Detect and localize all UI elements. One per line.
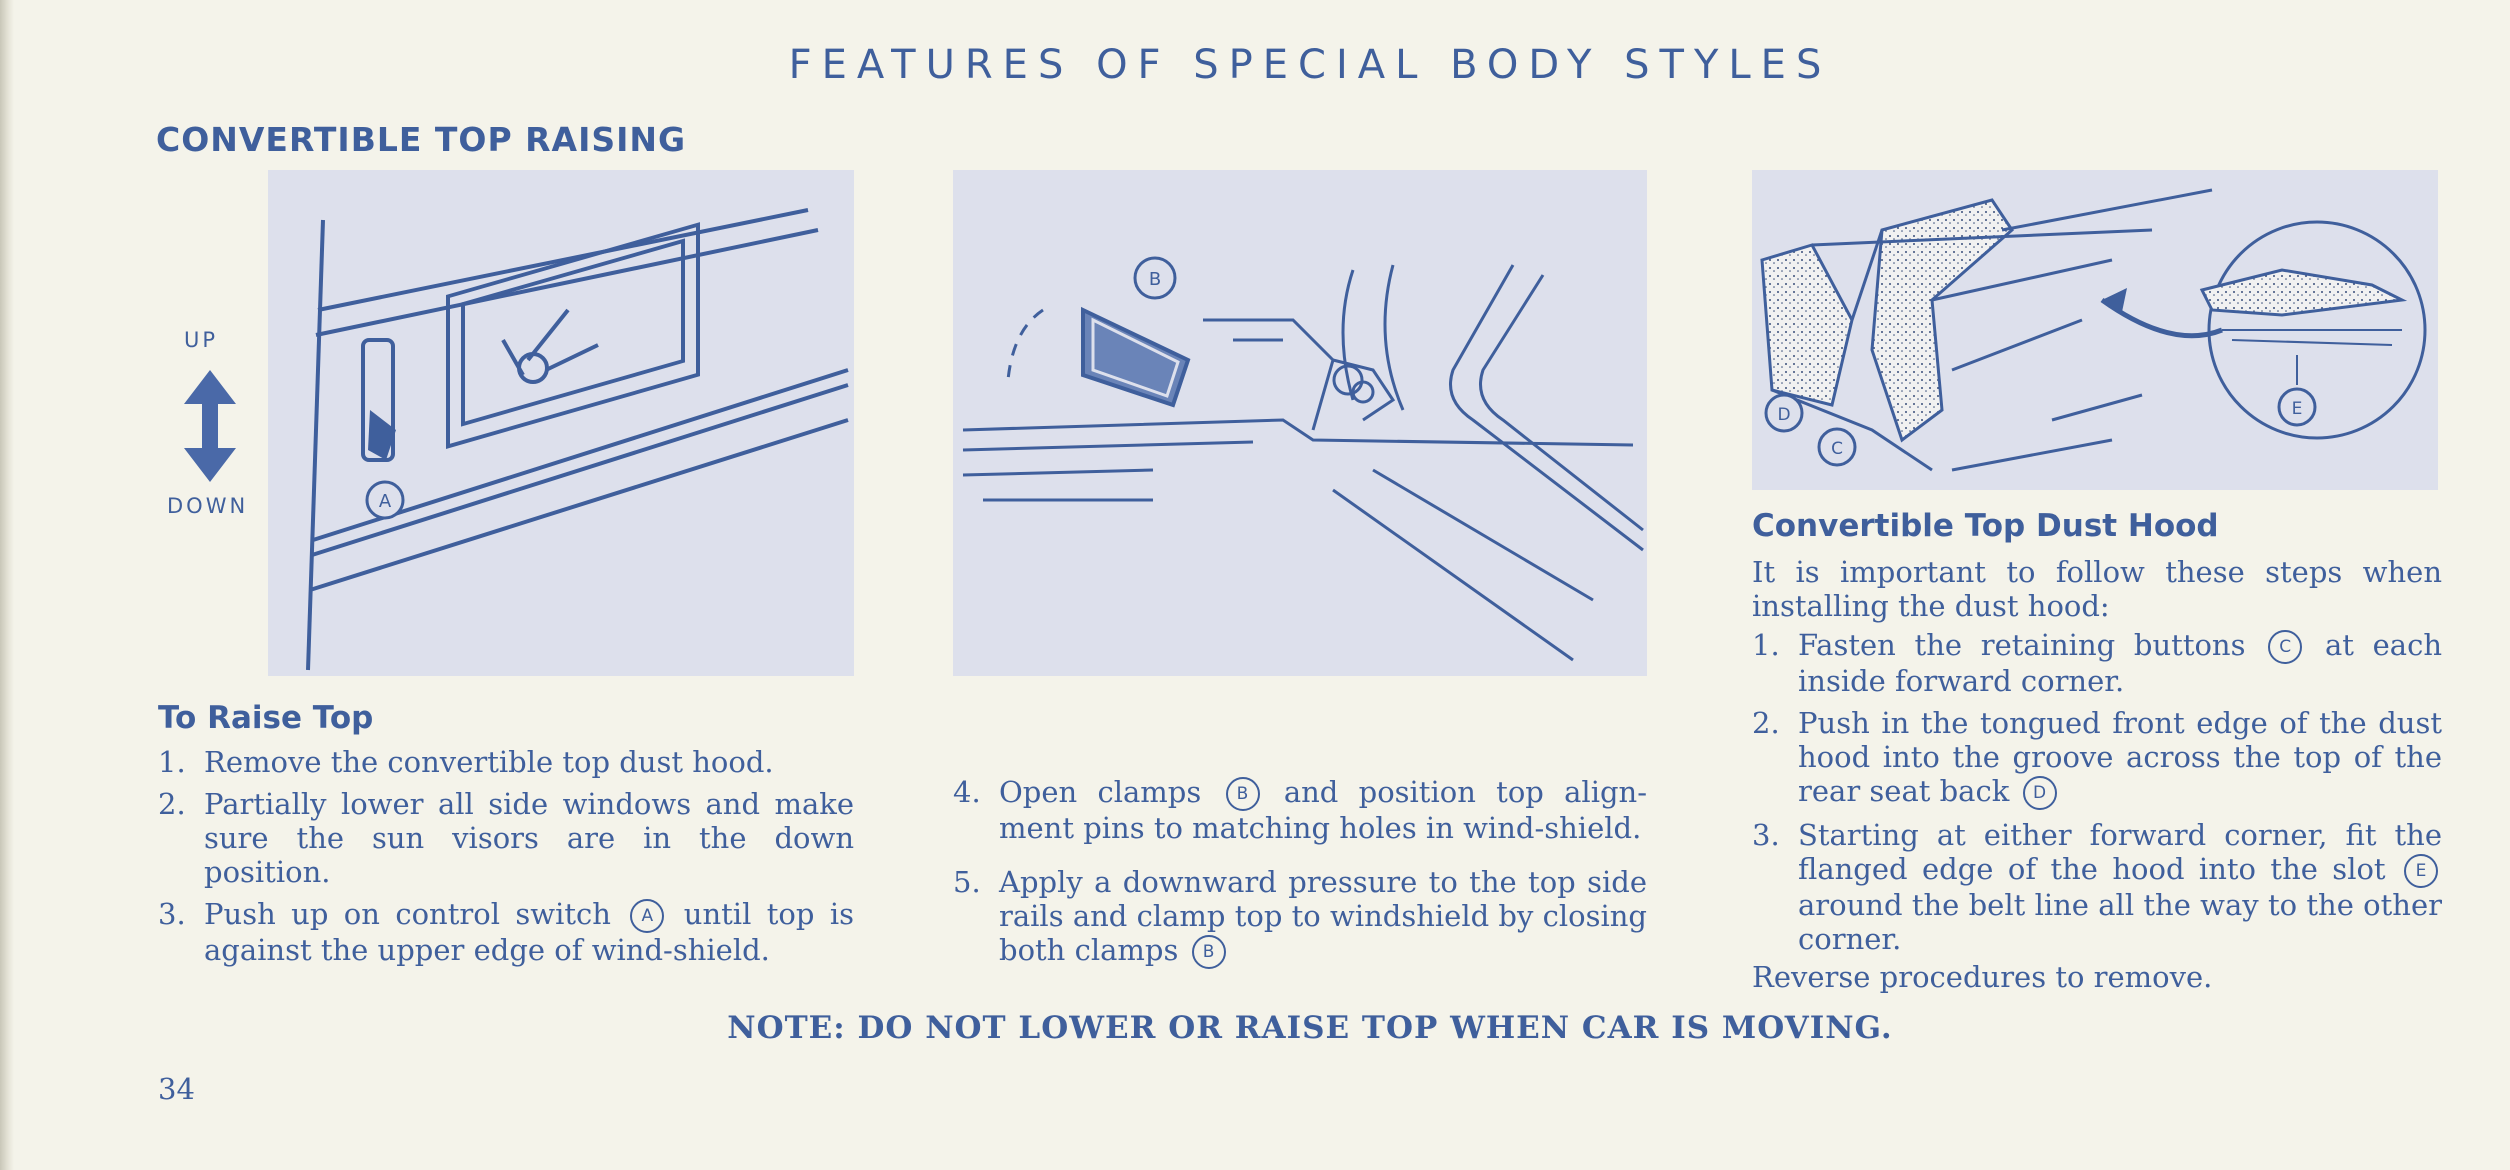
control-switch-illustration: [268, 170, 854, 676]
callout-ref-a: A: [630, 899, 664, 933]
raise-top-heading: To Raise Top: [158, 700, 374, 736]
up-label: UP: [184, 328, 219, 352]
callout-ref-c: C: [2268, 630, 2302, 664]
up-down-arrow-icon: [180, 370, 240, 482]
step-text: Open clamps: [999, 775, 1202, 809]
control-switch-drawing: [268, 170, 854, 676]
step-text: and position top align-ment pins to matching holes in wind-shield.: [999, 775, 1648, 845]
down-label: DOWN: [167, 494, 249, 518]
callout-a: A: [378, 491, 392, 512]
page-title: FEATURES OF SPECIAL BODY STYLES: [788, 42, 1832, 88]
step-text: Push in the tongued front edge of the dust hood into the groove across the top of the rear seat back: [1798, 706, 2442, 808]
dust-hood-heading: Convertible Top Dust Hood: [1752, 508, 2219, 544]
step-number: 2.: [158, 787, 186, 821]
list-item: [158, 787, 854, 889]
section-title: CONVERTIBLE TOP RAISING: [156, 120, 687, 159]
dust-hood-intro: It is important to follow these steps when installing the dust hood:: [1752, 555, 2442, 623]
step-text: Push up on control switch: [204, 897, 611, 931]
step-text: Remove the convertible top dust hood.: [204, 745, 774, 779]
list-item: [953, 865, 1647, 969]
callout-ref-d: D: [2023, 776, 2057, 810]
callout-c: C: [1831, 439, 1843, 459]
step-number: 1.: [158, 745, 186, 779]
list-item: [953, 775, 1647, 845]
step-number: 4.: [953, 775, 981, 809]
step-text: Apply a downward pressure to the top side rails and clamp top to windshield by closing both clamps: [999, 865, 1647, 967]
dust-hood-drawing: [1752, 170, 2438, 490]
dust-hood-illustration: [1752, 170, 2438, 490]
page-spine-shadow: [0, 0, 14, 1170]
step-text: until top is against the upper edge of wind-shield.: [204, 897, 855, 967]
windshield-clamp-drawing: [953, 170, 1647, 676]
step-text: Partially lower all side windows and make sure the sun visors are in the down position.: [204, 787, 854, 889]
step-number: 3.: [1752, 818, 1780, 852]
windshield-clamp-illustration: [953, 170, 1647, 676]
list-item: [1752, 818, 2442, 956]
reverse-procedure-note: Reverse procedures to remove.: [1752, 960, 2213, 994]
callout-e: E: [2291, 399, 2303, 419]
raise-top-steps: [158, 745, 854, 975]
callout-ref-e: E: [2404, 854, 2438, 888]
callout-b: B: [1148, 269, 1162, 290]
callout-ref-b: B: [1226, 777, 1260, 811]
step-number: 3.: [158, 897, 186, 931]
page-number: 34: [158, 1072, 195, 1106]
callout-d: D: [1777, 405, 1791, 425]
callout-ref-b: B: [1192, 935, 1226, 969]
windshield-steps: [953, 775, 1647, 989]
step-text: at each inside forward corner.: [1798, 628, 2443, 698]
list-item: [158, 745, 854, 779]
list-item: [1752, 706, 2442, 810]
step-text: around the belt line all the way to the other corner.: [1798, 888, 2442, 956]
step-text: Starting at either forward corner, fit the flanged edge of the hood into the slot: [1798, 818, 2442, 886]
step-number: 1.: [1752, 628, 1780, 662]
safety-note: NOTE: DO NOT LOWER OR RAISE TOP WHEN CAR IS MOVING.: [727, 1010, 1893, 1046]
list-item: [158, 897, 854, 967]
step-number: 2.: [1752, 706, 1780, 740]
step-text: Fasten the retaining buttons: [1798, 628, 2246, 662]
dust-hood-steps: [1752, 628, 2442, 964]
step-number: 5.: [953, 865, 981, 899]
list-item: [1752, 628, 2442, 698]
